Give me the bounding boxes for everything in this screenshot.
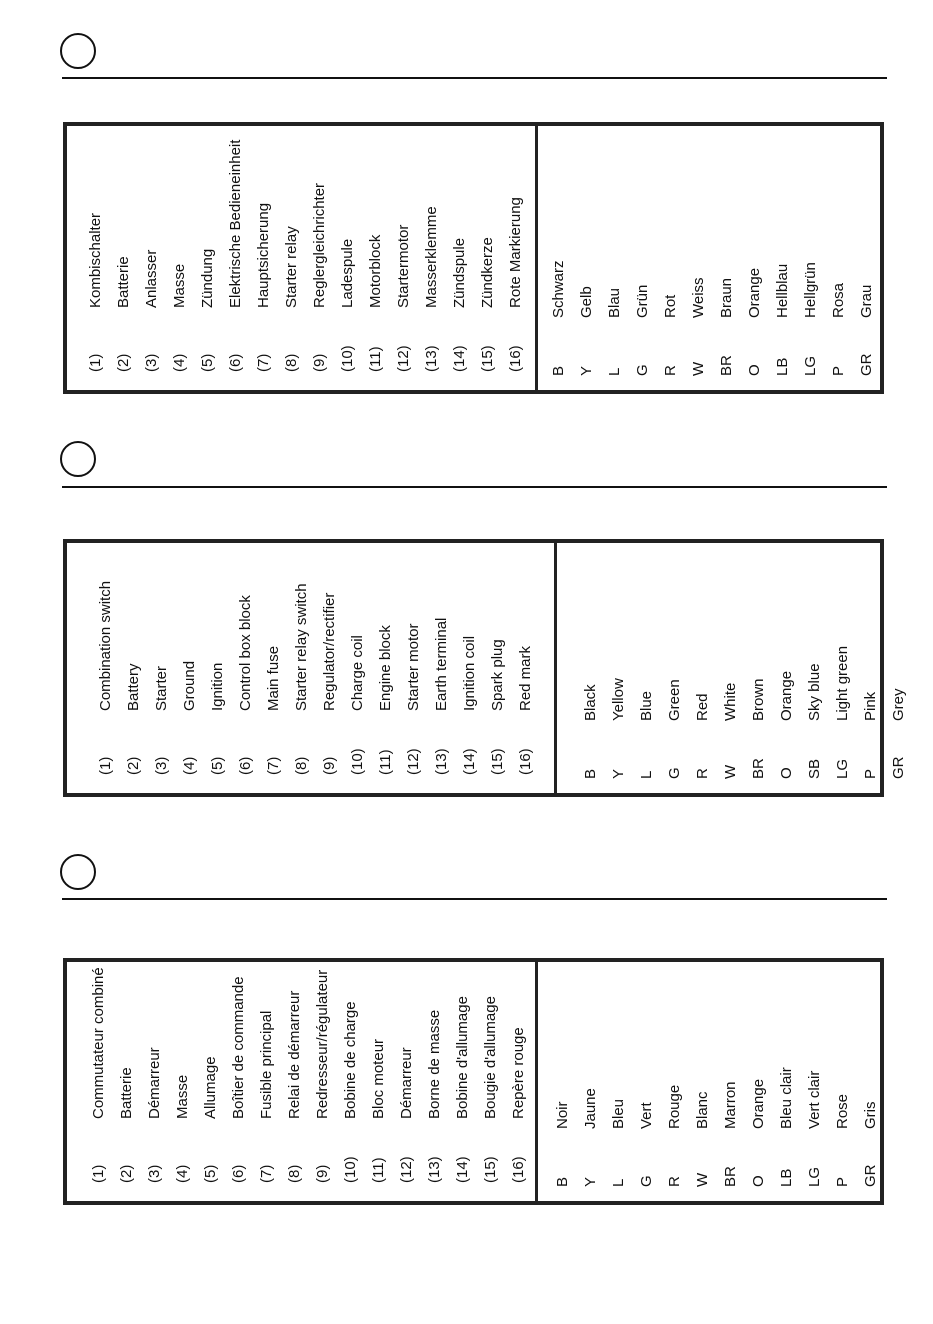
component-entry [222, 126, 250, 390]
component-number: (13) [433, 748, 450, 775]
component-number: (6) [230, 1164, 247, 1183]
component-label: Bobine d'allumage [454, 996, 471, 1119]
component-entry [505, 962, 533, 1201]
component-entry [477, 962, 505, 1201]
color-entry [853, 126, 881, 390]
component-number: (2) [118, 1164, 135, 1183]
color-name: Vert [638, 1102, 655, 1129]
color-name: Light green [834, 645, 851, 721]
color-entry [829, 543, 857, 793]
component-label: Fusible principal [258, 1010, 275, 1119]
component-label: Ground [181, 660, 198, 711]
color-name: Bleu [610, 1098, 627, 1129]
color-name: Schwarz [550, 260, 567, 318]
color-entry [825, 126, 853, 390]
legend-table [63, 958, 884, 1205]
color-name: Rot [662, 294, 679, 318]
component-number: (7) [258, 1164, 275, 1183]
color-name: White [722, 682, 739, 721]
color-entry [797, 126, 825, 390]
component-number: (16) [510, 1156, 527, 1183]
component-entry [337, 962, 365, 1201]
component-number: (3) [146, 1164, 163, 1183]
color-code: G [666, 767, 683, 779]
component-entry [120, 543, 148, 793]
component-label: Démarreur [146, 1047, 163, 1119]
color-name: Orange [778, 670, 795, 721]
component-entry [334, 126, 362, 390]
section-circle-marker [60, 441, 96, 477]
component-label: Bobine de charge [342, 1001, 359, 1119]
color-entry [745, 543, 773, 793]
component-entry [113, 962, 141, 1201]
component-number: (10) [349, 748, 366, 775]
component-label: Commutateur combiné [90, 967, 107, 1119]
component-entry [176, 543, 204, 793]
component-label: Bougie d'allumage [482, 996, 499, 1119]
color-code: P [862, 768, 879, 779]
color-name: Black [582, 684, 599, 721]
component-label: Hauptsicherung [255, 202, 272, 308]
section-circle-marker [60, 854, 96, 890]
color-name: Noir [554, 1101, 571, 1129]
color-name: Yellow [610, 678, 627, 721]
component-number: (8) [286, 1164, 303, 1183]
component-label: Regulator/rectifier [321, 592, 338, 711]
color-entry [605, 543, 633, 793]
color-entry [741, 126, 769, 390]
component-number: (14) [461, 748, 478, 775]
color-entry [633, 543, 661, 793]
component-label: Ladespule [339, 238, 356, 308]
component-number: (11) [377, 749, 394, 775]
component-entry [281, 962, 309, 1201]
component-number: (4) [181, 756, 198, 775]
color-name: Rosa [830, 282, 847, 318]
color-entry [661, 962, 689, 1201]
color-name: Vert clair [806, 1070, 823, 1129]
component-entry [309, 962, 337, 1201]
color-entry [857, 543, 885, 793]
color-entry [773, 962, 801, 1201]
legend-table [63, 122, 884, 394]
component-entry [82, 126, 110, 390]
component-label: Allumage [202, 1056, 219, 1119]
color-entry [745, 962, 773, 1201]
color-entry [657, 126, 685, 390]
component-label: Relai de démarreur [286, 990, 303, 1119]
color-entry [633, 962, 661, 1201]
component-entry [316, 543, 344, 793]
color-code: G [634, 364, 651, 376]
component-entry [456, 543, 484, 793]
color-name: Brown [750, 678, 767, 721]
color-name: Grey [890, 688, 907, 721]
component-number: (15) [489, 748, 506, 775]
color-entry [545, 126, 573, 390]
color-code: SB [806, 758, 823, 779]
section-circle-marker [60, 33, 96, 69]
component-label: Motorblock [367, 234, 384, 308]
component-number: (6) [237, 756, 254, 775]
color-entry [801, 962, 829, 1201]
color-code: P [834, 1176, 851, 1187]
component-number: (1) [97, 756, 114, 775]
color-code: B [550, 365, 567, 376]
component-label: Masse [171, 263, 188, 308]
component-label: Masse [174, 1074, 191, 1119]
component-label: Zündkerze [479, 237, 496, 308]
component-number: (7) [255, 353, 272, 372]
color-entry [601, 126, 629, 390]
component-entry [449, 962, 477, 1201]
color-code: GR [890, 756, 907, 779]
component-label: Ignition coil [461, 635, 478, 711]
component-label: Batterie [115, 256, 132, 308]
component-label: Batterie [118, 1067, 135, 1119]
component-number: (11) [367, 346, 384, 372]
color-code: LB [774, 357, 791, 376]
color-name: Orange [746, 267, 763, 318]
component-label: Kombischalter [87, 212, 104, 308]
component-label: Charge coil [349, 635, 366, 711]
component-label: Combination switch [97, 580, 114, 711]
color-code: BR [750, 758, 767, 779]
component-number: (9) [314, 1164, 331, 1183]
component-entry [197, 962, 225, 1201]
component-number: (3) [143, 353, 160, 372]
color-code: W [694, 1172, 711, 1187]
color-code: R [666, 1176, 683, 1187]
component-number: (4) [174, 1164, 191, 1183]
component-entry [344, 543, 372, 793]
component-label: Starter relay [283, 226, 300, 308]
component-number: (12) [405, 748, 422, 775]
color-name: Grün [634, 284, 651, 318]
component-entry [502, 126, 530, 390]
color-name: Gris [862, 1101, 879, 1129]
color-name: Sky blue [806, 663, 823, 721]
color-name: Green [666, 679, 683, 721]
legend-table [63, 539, 907, 797]
color-entry [773, 543, 801, 793]
color-name: Marron [722, 1081, 739, 1129]
component-entry [428, 543, 456, 793]
component-number: (13) [423, 345, 440, 372]
component-label: Main fuse [265, 645, 282, 711]
color-code: GR [862, 1164, 879, 1187]
color-entry [689, 543, 717, 793]
component-entry [278, 126, 306, 390]
component-number: (5) [199, 353, 216, 372]
color-code: LG [802, 355, 819, 376]
component-entry [260, 543, 288, 793]
component-entry [232, 543, 260, 793]
component-number: (11) [370, 1157, 387, 1183]
component-number: (1) [87, 353, 104, 372]
color-name: Bleu clair [778, 1067, 795, 1129]
component-number: (1) [90, 1164, 107, 1183]
component-entry [166, 126, 194, 390]
component-label: Startermotor [395, 224, 412, 308]
component-number: (14) [451, 345, 468, 372]
component-entry [474, 126, 502, 390]
component-number: (10) [342, 1156, 359, 1183]
color-entry [605, 962, 633, 1201]
component-entry [85, 962, 113, 1201]
component-number: (3) [153, 756, 170, 775]
component-number: (16) [517, 748, 534, 775]
component-number: (2) [115, 353, 132, 372]
color-name: Hellgrün [802, 262, 819, 318]
color-entry [829, 962, 857, 1201]
component-label: Redresseur/régulateur [314, 969, 331, 1119]
color-code: W [690, 361, 707, 376]
component-entry [288, 543, 316, 793]
color-entry [857, 962, 885, 1201]
color-code: B [554, 1176, 571, 1187]
color-code: O [778, 767, 795, 779]
component-number: (15) [479, 345, 496, 372]
color-code: R [694, 768, 711, 779]
component-number: (7) [265, 756, 282, 775]
component-label: Rote Markierung [507, 197, 524, 308]
component-label: Anlasser [143, 249, 160, 308]
color-code: Y [582, 1176, 599, 1187]
color-code: R [662, 365, 679, 376]
component-entry [390, 126, 418, 390]
component-entry [418, 126, 446, 390]
color-code: LG [834, 758, 851, 779]
color-name: Rouge [666, 1084, 683, 1129]
component-label: Spark plug [489, 639, 506, 711]
component-label: Boîtier de commande [230, 976, 247, 1119]
color-code: BR [718, 355, 735, 376]
component-entry [92, 543, 120, 793]
color-name: Grau [858, 284, 875, 318]
color-name: Jaune [582, 1088, 599, 1129]
component-number: (10) [339, 345, 356, 372]
color-name: Pink [862, 691, 879, 721]
color-code: P [830, 365, 847, 376]
color-name: Gelb [578, 286, 595, 318]
component-label: Starter [153, 665, 170, 711]
color-entry [549, 962, 577, 1201]
color-name: Rose [834, 1093, 851, 1129]
component-label: Borne de masse [426, 1009, 443, 1119]
color-name: Red [694, 693, 711, 721]
component-label: Reglergleichrichter [311, 182, 328, 308]
color-code: L [606, 367, 623, 376]
color-code: G [638, 1175, 655, 1187]
component-label: Ignition [209, 662, 226, 711]
component-label: Repère rouge [510, 1027, 527, 1119]
color-entry [717, 962, 745, 1201]
color-entry [577, 962, 605, 1201]
color-entry [717, 543, 745, 793]
section-rule [62, 77, 887, 79]
color-name: Weiss [690, 277, 707, 318]
component-number: (12) [398, 1156, 415, 1183]
color-name: Hellblau [774, 263, 791, 318]
color-name: Blau [606, 287, 623, 318]
component-entry [372, 543, 400, 793]
color-entry [769, 126, 797, 390]
component-number: (5) [209, 756, 226, 775]
component-entry [253, 962, 281, 1201]
color-name: Orange [750, 1078, 767, 1129]
color-code: GR [858, 353, 875, 376]
component-number: (13) [426, 1156, 443, 1183]
component-number: (14) [454, 1156, 471, 1183]
component-label: Earth terminal [433, 617, 450, 711]
component-number: (12) [395, 345, 412, 372]
section-rule [62, 898, 887, 900]
component-entry [306, 126, 334, 390]
component-label: Battery [125, 663, 142, 711]
color-entry [689, 962, 717, 1201]
component-label: Red mark [517, 645, 534, 711]
color-code: W [722, 764, 739, 779]
color-code: BR [722, 1166, 739, 1187]
component-number: (2) [125, 756, 142, 775]
component-number: (16) [507, 345, 524, 372]
component-label: Control box block [237, 595, 254, 711]
component-number: (9) [311, 353, 328, 372]
component-entry [362, 126, 390, 390]
component-entry [141, 962, 169, 1201]
component-label: Engine block [377, 625, 394, 711]
component-entry [512, 543, 540, 793]
component-entry [446, 126, 474, 390]
component-label: Démarreur [398, 1047, 415, 1119]
component-number: (8) [293, 756, 310, 775]
color-entry [885, 543, 913, 793]
color-code: Y [610, 768, 627, 779]
component-entry [225, 962, 253, 1201]
component-entry [194, 126, 222, 390]
color-entry [685, 126, 713, 390]
component-label: Starter relay switch [293, 583, 310, 711]
component-entry [400, 543, 428, 793]
component-entry [138, 126, 166, 390]
component-number: (15) [482, 1156, 499, 1183]
color-code: O [750, 1175, 767, 1187]
color-code: LB [778, 1168, 795, 1187]
color-name: Braun [718, 277, 735, 318]
color-entry [577, 543, 605, 793]
component-entry [393, 962, 421, 1201]
component-entry [250, 126, 278, 390]
color-code: L [638, 770, 655, 779]
component-label: Zündung [199, 248, 216, 308]
color-name: Blue [638, 690, 655, 721]
component-label: Masserklemme [423, 206, 440, 308]
color-code: O [746, 364, 763, 376]
component-label: Bloc moteur [370, 1038, 387, 1119]
color-code: LG [806, 1166, 823, 1187]
component-label: Zündspule [451, 237, 468, 308]
component-entry [365, 962, 393, 1201]
component-entry [169, 962, 197, 1201]
color-code: L [610, 1178, 627, 1187]
color-name: Blanc [694, 1091, 711, 1129]
component-label: Starter motor [405, 623, 422, 711]
component-entry [484, 543, 512, 793]
component-entry [204, 543, 232, 793]
section-rule [62, 486, 887, 488]
component-number: (6) [227, 353, 244, 372]
color-code: Y [578, 365, 595, 376]
component-number: (9) [321, 756, 338, 775]
color-entry [629, 126, 657, 390]
color-entry [713, 126, 741, 390]
color-entry [573, 126, 601, 390]
component-entry [148, 543, 176, 793]
component-number: (5) [202, 1164, 219, 1183]
component-number: (8) [283, 353, 300, 372]
component-entry [421, 962, 449, 1201]
color-entry [661, 543, 689, 793]
color-code: B [582, 768, 599, 779]
component-entry [110, 126, 138, 390]
component-number: (4) [171, 353, 188, 372]
component-label: Elektrische Bedieneinheit [227, 139, 244, 308]
color-entry [801, 543, 829, 793]
